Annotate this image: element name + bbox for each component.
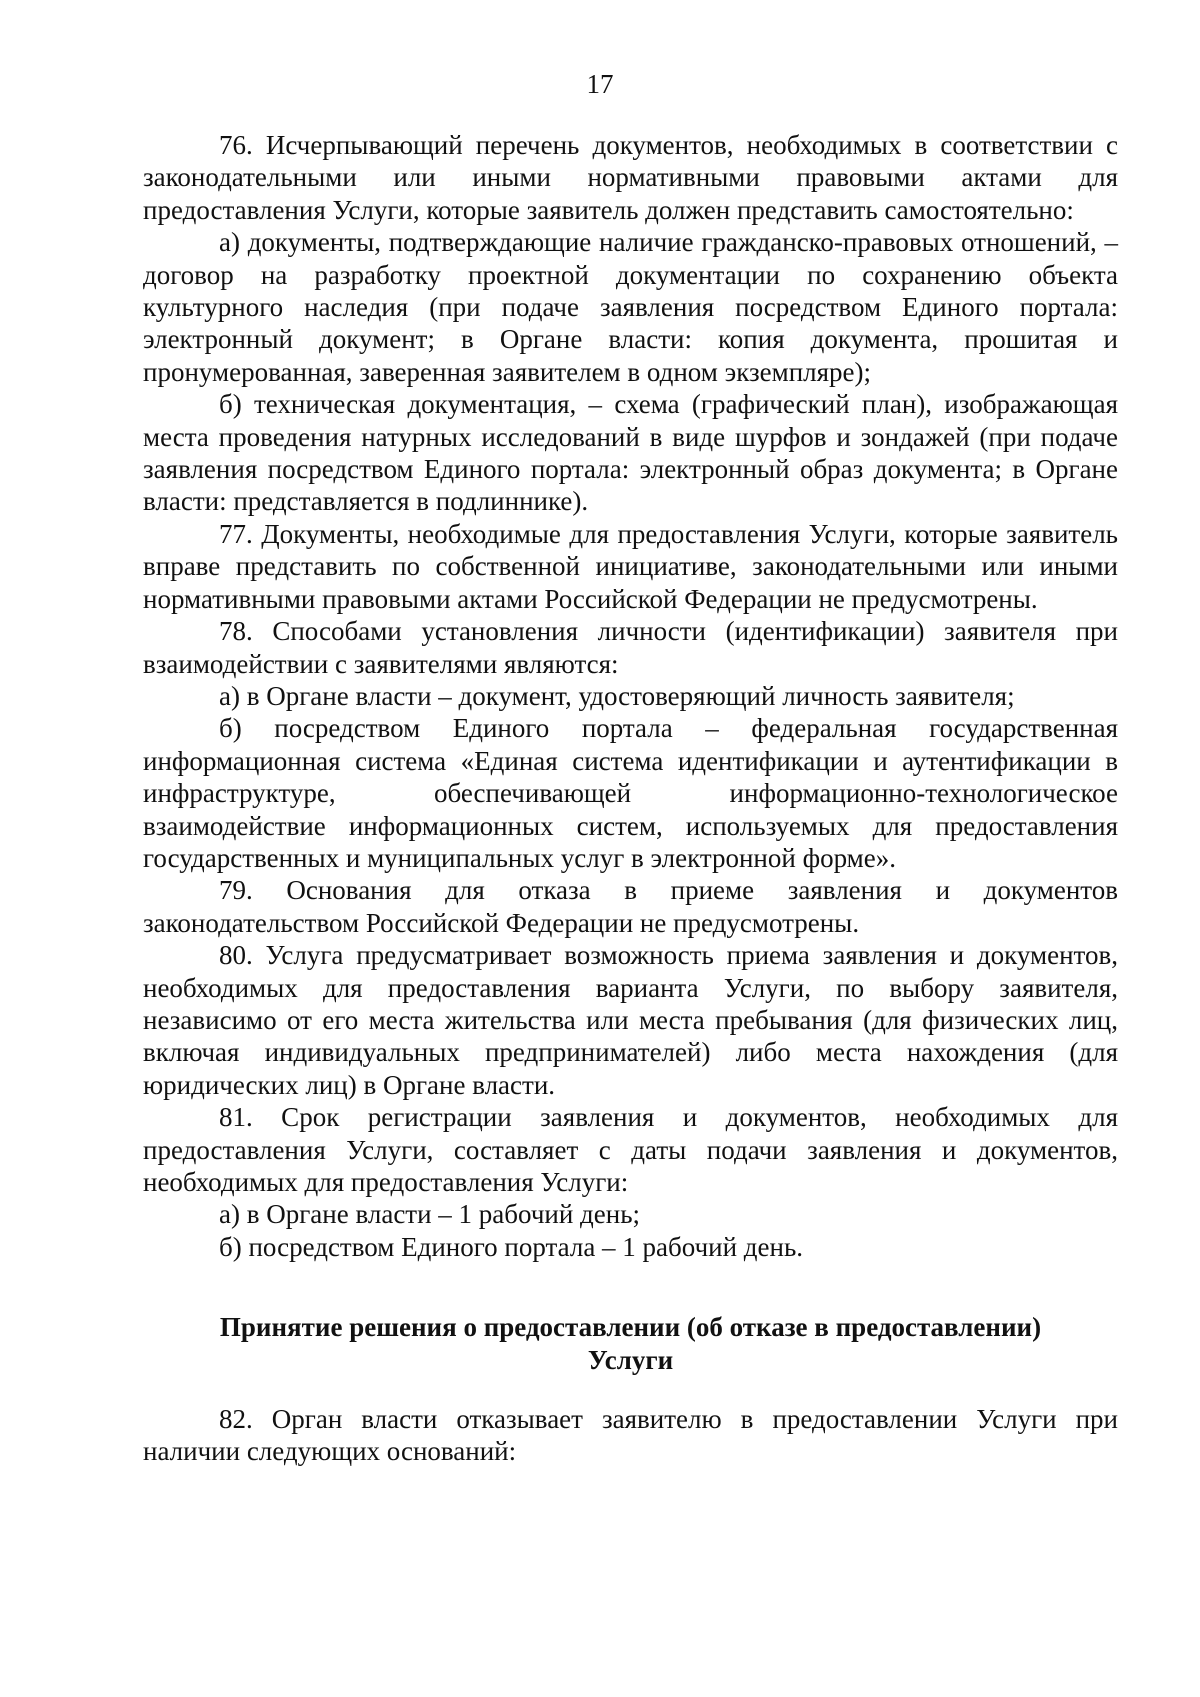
paragraph-81: 81. Срок регистрации заявления и документов, необходимых для предоставления Услуги, составляет с даты подачи заявления и документов, необходимых для предоставления Услуги: xyxy=(143,1102,1118,1197)
section-heading-line-1: Принятие решения о предоставлении (об отказе в предоставлении) xyxy=(219,1312,1042,1343)
paragraph-76: 76. Исчерпывающий перечень документов, необходимых в соответствии с законодательными или иными нормативными правовыми актами для предоставления Услуги, которые заявитель должен представить самостоятельно: xyxy=(143,130,1118,225)
paragraph-81-a: а) в Органе власти – 1 рабочий день; xyxy=(219,1199,641,1230)
paragraph-78-a: а) в Органе власти – документ, удостоверяющий личность заявителя; xyxy=(219,680,1015,711)
document-body xyxy=(143,129,1118,1468)
paragraph-80: 80. Услуга предусматривает возможность приема заявления и документов, необходимых для предоставления варианта Услуги, по выбору заявителя, независимо от его места жительства или места пребывания (для физических лиц, включая индивидуальных предпринимателей) либо места нахождения (для юридических лиц) в Органе власти. xyxy=(143,940,1118,1100)
paragraph-78-b: б) посредством Единого портала – федеральная государственная информационная система «Единая система идентификации и аутентификации в инфраструктуре, обеспечивающей информационно-технологическое взаимодействие информационных систем, используемых для предоставления государственных и муниципальных услуг в электронной форме». xyxy=(143,713,1118,873)
paragraph-81-b: б) посредством Единого портала – 1 рабочий день. xyxy=(219,1231,804,1262)
section-heading xyxy=(143,1311,1118,1376)
page-number: 17 xyxy=(586,69,614,99)
paragraph-76-b: б) техническая документация, – схема (графический план), изображающая места проведения натурных исследований в виде шурфов и зондажей (при подаче заявления посредством Единого портала: электронный образ документа; в Органе власти: представляется в подлиннике). xyxy=(143,389,1118,517)
spacer xyxy=(143,1263,1118,1311)
paragraph-76-a: а) документы, подтверждающие наличие гражданско-правовых отношений, – договор на разработку проектной документации по сохранению объекта культурного наследия (при подаче заявления посредством Единого портала: электронный документ; в Органе власти: копия документа, прошитая и пронумерованная, заверенная заявителем в одном экземпляре); xyxy=(143,227,1118,387)
spacer xyxy=(143,1376,1118,1403)
paragraph-79: 79. Основания для отказа в приеме заявления и документов законодательством Российской Федерации не предусмотрены. xyxy=(143,875,1118,938)
section-heading-line-2: Услуги xyxy=(587,1344,674,1375)
paragraph-77: 77. Документы, необходимые для предоставления Услуги, которые заявитель вправе представить по собственной инициативе, законодательными или иными нормативными правовыми актами Российской Федерации не предусмотрены. xyxy=(143,518,1118,614)
paragraph-78: 78. Способами установления личности (идентификации) заявителя при взаимодействии с заявителями являются: xyxy=(143,616,1118,679)
paragraph-82: 82. Орган власти отказывает заявителю в предоставлении Услуги при наличии следующих оснований: xyxy=(143,1404,1118,1467)
